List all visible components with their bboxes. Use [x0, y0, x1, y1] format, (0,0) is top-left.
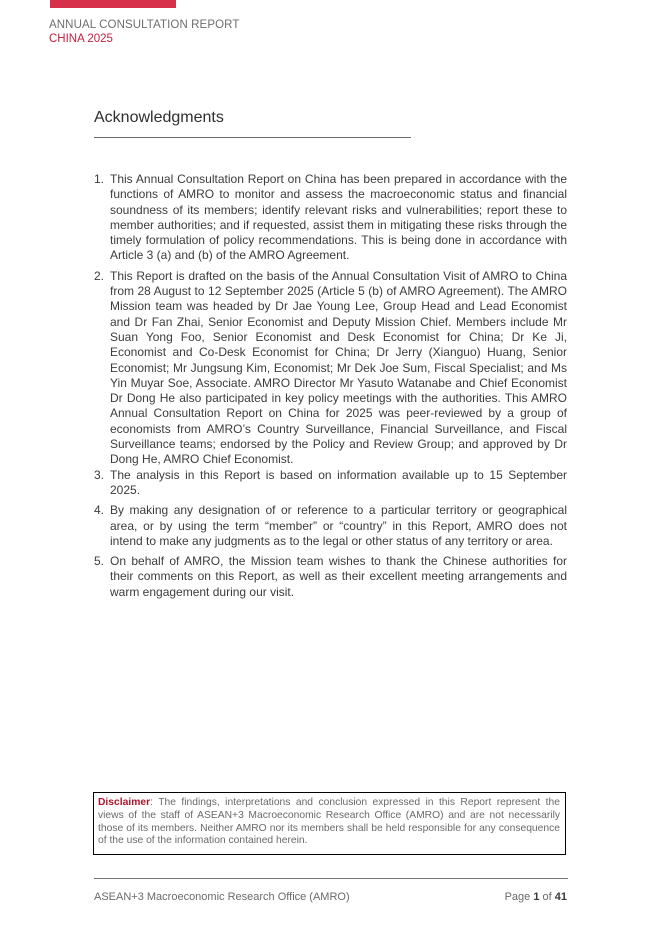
disclaimer-label: Disclaimer: [98, 797, 151, 808]
item-number: 1.: [94, 172, 105, 186]
header-accent-bar: [50, 0, 176, 8]
acknowledgments-list: [94, 172, 567, 605]
item-text: By making any designation of or reference to a particular territory or geographical area, or by using the term “member” or “country” in this Report, AMRO does not intend to make any judgments as to the legal or other status of any territory or area.: [110, 503, 567, 548]
list-item: [94, 269, 567, 468]
item-number: 2.: [94, 268, 105, 283]
disclaimer-box: [93, 792, 566, 855]
current-page: 1: [533, 891, 540, 903]
disclaimer-text: : The findings, interpretations and conclusion expressed in this Report represent the views of the staff of ASEAN+3 Macroeconomic Research Office (AMRO) and are not necessarily those of its members. Neither AMRO nor its members shall be held responsible for any consequence of the use of the information contained herein.: [98, 797, 560, 847]
item-number: 3.: [94, 467, 105, 482]
report-country-label: CHINA 2025: [49, 33, 113, 45]
of-word: of: [539, 891, 555, 903]
list-item: [94, 503, 567, 549]
list-item: [94, 172, 567, 264]
list-item: [94, 468, 567, 499]
total-pages: 41: [554, 891, 567, 903]
item-number: 4.: [94, 503, 105, 518]
page-word: Page: [504, 891, 534, 903]
item-text: The analysis in this Report is based on information available up to 15 September 2025.: [110, 467, 567, 497]
item-text: This Annual Consultation Report on China has been prepared in accordance with the functions of AMRO to monitor and assess the macroeconomic status and financial soundness of its members; identify relevant risks and vulnerabilities; report these to member authorities; and if requested, assist them in mitigating these risks through the timely formulation of policy recommendations. This is being done in accordance with Article 3 (a) and (b) of the AMRO Agreement.: [110, 172, 567, 263]
title-divider: [94, 137, 411, 138]
item-text: On behalf of AMRO, the Mission team wishes to thank the Chinese authorities for their comments on this Report, as well as their excellent meeting arrangements and warm engagement during our visit.: [110, 554, 567, 599]
item-text: This Report is drafted on the basis of the Annual Consultation Visit of AMRO to China from 28 August to 12 September 2025 (Article 5 (b) of AMRO Agreement). The AMRO Mission team was headed by Dr Jae Young Lee, Group Head and Lead Economist and Dr Fan Zhai, Senior Economist and Deputy Mission Chief. Members include Mr Suan Yong Foo, Senior Economist and Desk Economist for China; Dr Ke Ji, Economist and Co-Desk Economist for China; Dr Jerry (Xianguo) Huang, Senior Economist; Mr Jungsung Kim, Economist; Mr Dek Joe Sum, Fiscal Specialist; and Ms Yin Muyar Soe, Associate. AMRO Director Mr Yasuto Watanabe and Chief Economist Dr Dong He also participated in key policy meetings with the authorities. This AMRO Annual Consultation Report on China for 2025 was peer-reviewed by a group of economists from AMRO’s Country Surveillance, Financial Surveillance, and Fiscal Surveillance teams; endorsed by the Policy and Review Group; and approved by Dr Dong He, AMRO Chief Economist.: [110, 268, 567, 467]
page-title: Acknowledgments: [94, 109, 224, 126]
item-number: 5.: [94, 554, 105, 569]
page-number: [505, 891, 567, 903]
footer-organization: ASEAN+3 Macroeconomic Research Office (AMRO): [94, 891, 350, 903]
list-item: [94, 554, 567, 600]
report-type-label: ANNUAL CONSULTATION REPORT: [49, 19, 240, 31]
footer-divider: [94, 878, 568, 879]
